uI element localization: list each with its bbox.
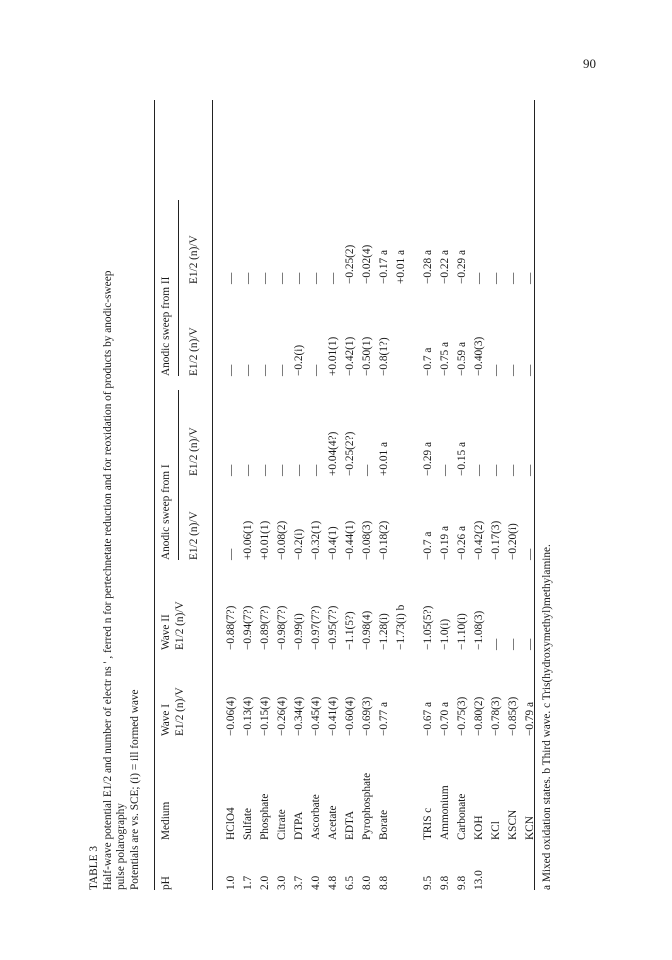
cell-a1a: −0.2(i) — [293, 528, 305, 560]
cell-w1: −0.69(3) — [361, 696, 373, 736]
cell-a2a: — — [524, 364, 536, 376]
cell-medium: Acetate — [327, 805, 339, 840]
cell-medium: KOH — [473, 815, 485, 840]
cell-w2: — — [507, 638, 519, 650]
cell-a2a: — — [310, 364, 322, 376]
cell-a1a — [393, 476, 410, 560]
cell-medium: Sulfate — [242, 808, 254, 840]
table-row — [325, 194, 342, 890]
header-wave1-sub: E1/2 (n)/V — [174, 687, 186, 736]
cell-a1a: −0.42(2) — [473, 520, 485, 560]
table-row — [257, 194, 274, 890]
cell-medium: Borate — [378, 809, 390, 840]
cell-w2: −1.1(5?) — [344, 611, 356, 650]
cell-w1: −0.34(4) — [293, 696, 305, 736]
cell-a1a: +0.01(1) — [259, 520, 271, 560]
cell-a1b: — — [276, 464, 288, 476]
anodic2-rule — [178, 200, 179, 376]
caption-line-3: Potentials are vs. SCE; (i) = ill formed wave — [128, 689, 141, 890]
table-row — [240, 194, 257, 890]
cell-w2: −0.89(7?) — [259, 605, 271, 650]
cell-a2a: −0.42(1) — [344, 336, 356, 376]
caption-line-2: pulse polarography — [115, 803, 127, 890]
cell-ph — [505, 840, 522, 890]
cell-a1a: −0.08(2) — [276, 520, 288, 560]
cell-ph: 9.8 — [439, 875, 451, 890]
cell-a2a: −0.7 a — [422, 347, 434, 376]
cell-a1b: — — [310, 464, 322, 476]
caption-line-1: Half-wave potential E1/2 and number of electr ns ' , ferred n for pertechnetate reduction and for reoxidation of products by anodic-sweep — [101, 270, 114, 890]
table-row — [522, 194, 539, 890]
cell-w2: — — [490, 638, 502, 650]
cell-a1b: — — [490, 464, 502, 476]
table-footnote: a Mixed oxidation states. b Third wave. c Tris(hydroxymethyl)methylamine. — [541, 544, 553, 890]
bottom-rule — [534, 100, 535, 890]
cell-ph: 2.0 — [259, 875, 271, 890]
header-anodic1: Anodic sweep from I — [160, 464, 172, 560]
cell-medium: Pyrophosphate — [361, 772, 373, 840]
anodic1-rule — [178, 390, 179, 560]
cell-ph: 3.0 — [276, 875, 288, 890]
cell-w1: −0.41(4) — [327, 696, 339, 736]
cell-medium: EDTA — [344, 810, 356, 840]
cell-w1: −0.70 a — [439, 702, 451, 736]
cell-a2a: −0.50(1) — [361, 336, 373, 376]
cell-medium: Carbonate — [456, 793, 468, 840]
cell-a1a: −0.32(1) — [310, 520, 322, 560]
cell-medium: HClO4 — [225, 807, 237, 840]
header-rule — [212, 100, 213, 890]
cell-ph — [488, 840, 505, 890]
table-row — [291, 194, 308, 890]
cell-a1a: −0.44(1) — [344, 520, 356, 560]
cell-a2b: — — [507, 272, 519, 284]
cell-w1: −0.67 a — [422, 702, 434, 736]
cell-w1: −0.06(4) — [225, 696, 237, 736]
cell-a2b: — — [293, 272, 305, 284]
header-anodic2: Anodic sweep from II — [160, 276, 172, 376]
header-anodic2-sub-a: E1/2 (n)/V — [188, 327, 200, 376]
cell-medium: KCN — [524, 816, 536, 840]
cell-w1: −0.77 a — [378, 702, 390, 736]
cell-medium: Ammonium — [439, 785, 451, 840]
cell-a2b: −0.29 a — [456, 250, 468, 284]
cell-a1a: −0.19 a — [439, 526, 451, 560]
cell-a1a: — — [524, 548, 536, 560]
cell-a1a: −0.08(3) — [361, 520, 373, 560]
cell-a2a: −0.8(1?) — [378, 337, 390, 376]
cell-a2a: −0.75 a — [439, 342, 451, 376]
cell-w1 — [393, 650, 410, 736]
table-row — [274, 194, 291, 890]
header-anodic1-sub-b: E1/2 (n)/V — [188, 427, 200, 476]
cell-a2b: −0.28 a — [422, 250, 434, 284]
cell-medium: Phosphate — [259, 793, 271, 840]
cell-a2b: — — [225, 272, 237, 284]
cell-w2: −1.0(i) — [439, 618, 451, 650]
cell-a1b: −0.15 a — [456, 442, 468, 476]
header-medium: Medium — [160, 801, 172, 840]
cell-a2a: −0.40(3) — [473, 336, 485, 376]
cell-w2: −0.88(7?) — [225, 605, 237, 650]
table-caption — [88, 90, 142, 890]
page-number: 90 — [583, 56, 596, 71]
cell-w2: −1.10(i) — [456, 613, 468, 650]
cell-a2b: — — [473, 272, 485, 284]
cell-ph: 4.0 — [310, 875, 322, 890]
cell-w2: −1.28(i) — [378, 613, 390, 650]
cell-a1b: — — [259, 464, 271, 476]
cell-a1b: — — [507, 464, 519, 476]
cell-ph: 3.7 — [293, 875, 305, 890]
table-row — [454, 194, 471, 890]
caption-label: TABLE 3 — [88, 846, 100, 890]
cell-a1b: +0.04(4?) — [327, 431, 339, 476]
cell-a2a: — — [507, 364, 519, 376]
cell-a2b: +0.01 a — [395, 250, 407, 284]
cell-ph — [522, 840, 539, 890]
table-row — [488, 194, 505, 890]
table-row — [505, 194, 522, 890]
cell-w1: −0.75(3) — [456, 696, 468, 736]
cell-a1b: — — [524, 464, 536, 476]
header-anodic2-sub-b: E1/2 (n)/V — [188, 235, 200, 284]
cell-a1b: −0.25(2?) — [344, 431, 356, 476]
cell-a2b: −0.22 a — [439, 250, 451, 284]
table-row — [342, 194, 359, 890]
cell-ph: 4.8 — [327, 875, 339, 890]
cell-medium: DTPA — [293, 811, 305, 840]
header-wave2: Wave II — [160, 614, 172, 650]
cell-a2a: — — [276, 364, 288, 376]
cell-a1a: −0.4(1) — [327, 526, 339, 560]
cell-a2b: −0.17 a — [378, 250, 390, 284]
cell-a1a: −0.17(3) — [490, 520, 502, 560]
cell-a2b: — — [310, 272, 322, 284]
cell-a2b: −0.25(2) — [344, 244, 356, 284]
cell-w2: −1.08(3) — [473, 610, 485, 650]
table-row — [393, 194, 410, 890]
cell-a1a: −0.18(2) — [378, 520, 390, 560]
cell-w1: −0.13(4) — [242, 696, 254, 736]
cell-a2a: — — [225, 364, 237, 376]
cell-a1a: −0.20(i) — [507, 523, 519, 560]
header-ph: pH — [160, 876, 172, 890]
cell-ph: 8.0 — [361, 875, 373, 890]
cell-w1: −0.60(4) — [344, 696, 356, 736]
cell-w1: −0.15(4) — [259, 696, 271, 736]
cell-a1b: — — [225, 464, 237, 476]
cell-w2: −0.98(4) — [361, 610, 373, 650]
data-table — [223, 194, 539, 890]
cell-medium: KSCN — [507, 809, 519, 840]
cell-w1: −0.79 a — [524, 702, 536, 736]
cell-a2b: — — [524, 272, 536, 284]
top-rule — [154, 100, 155, 890]
cell-a1a: — — [225, 548, 237, 560]
cell-w2: −0.94(7?) — [242, 605, 254, 650]
table-row — [223, 194, 240, 890]
table-row — [376, 194, 393, 890]
cell-a1b: — — [361, 464, 373, 476]
cell-a1b: — — [293, 464, 305, 476]
cell-a2b: — — [276, 272, 288, 284]
cell-w1: −0.45(4) — [310, 696, 322, 736]
cell-w2: −0.95(7?) — [327, 605, 339, 650]
table-row — [437, 194, 454, 890]
cell-w1: −0.80(2) — [473, 696, 485, 736]
cell-a2a: −0.2(i) — [293, 344, 305, 376]
header-wave1: Wave I — [160, 703, 172, 736]
cell-ph — [393, 840, 410, 890]
cell-w2: — — [524, 638, 536, 650]
cell-w2: −1.05(5?) — [422, 605, 434, 650]
cell-a2b: — — [242, 272, 254, 284]
cell-ph: 8.8 — [378, 875, 390, 890]
cell-a1b — [393, 376, 410, 476]
cell-medium: Citrate — [276, 809, 288, 840]
cell-a2a: — — [490, 364, 502, 376]
cell-a1b: +0.01 a — [378, 442, 390, 476]
cell-w1: −0.85(3) — [507, 696, 519, 736]
cell-ph: 9.5 — [422, 875, 434, 890]
cell-a2b: −0.02(4) — [361, 244, 373, 284]
row-spacer — [410, 194, 420, 890]
cell-ph: 9.8 — [456, 875, 468, 890]
cell-a2a: — — [259, 364, 271, 376]
cell-w2: −0.99(i) — [293, 613, 305, 650]
cell-a1b: −0.29 a — [422, 442, 434, 476]
cell-medium: KCl — [490, 821, 502, 840]
cell-medium — [393, 736, 410, 840]
rotated-table-block — [88, 70, 558, 890]
header-anodic1-sub-a: E1/2 (n)/V — [188, 511, 200, 560]
cell-a2b: — — [259, 272, 271, 284]
cell-w2: −0.98(7?) — [276, 605, 288, 650]
cell-w2: −1.73(i) b — [395, 604, 407, 650]
cell-ph: 13.0 — [473, 870, 485, 890]
cell-medium: Ascorbate — [310, 794, 322, 840]
cell-w2: −0.97(7?) — [310, 605, 322, 650]
cell-a1a: −0.7 a — [422, 531, 434, 560]
cell-w1: −0.26(4) — [276, 696, 288, 736]
cell-a2b: — — [490, 272, 502, 284]
cell-a1a: −0.26 a — [456, 526, 468, 560]
header-wave2-sub: E1/2 (n)/V — [174, 601, 186, 650]
cell-a2a: — — [242, 364, 254, 376]
cell-ph: 1.7 — [242, 875, 254, 890]
cell-a2a: +0.01(1) — [327, 336, 339, 376]
table-row — [359, 194, 376, 890]
cell-w1: −0.78(3) — [490, 696, 502, 736]
cell-ph: 6.5 — [344, 875, 356, 890]
cell-a2b: — — [327, 272, 339, 284]
cell-a1a: +0.06(1) — [242, 520, 254, 560]
table-row — [420, 194, 437, 890]
cell-a1b: — — [473, 464, 485, 476]
cell-ph: 1.0 — [225, 875, 237, 890]
cell-a2a — [393, 284, 410, 376]
table-row — [308, 194, 325, 890]
cell-a2a: −0.59 a — [456, 342, 468, 376]
cell-a1b: — — [242, 464, 254, 476]
cell-medium: TRIS c — [422, 807, 434, 840]
table-row — [471, 194, 488, 890]
cell-a1b: — — [439, 464, 451, 476]
